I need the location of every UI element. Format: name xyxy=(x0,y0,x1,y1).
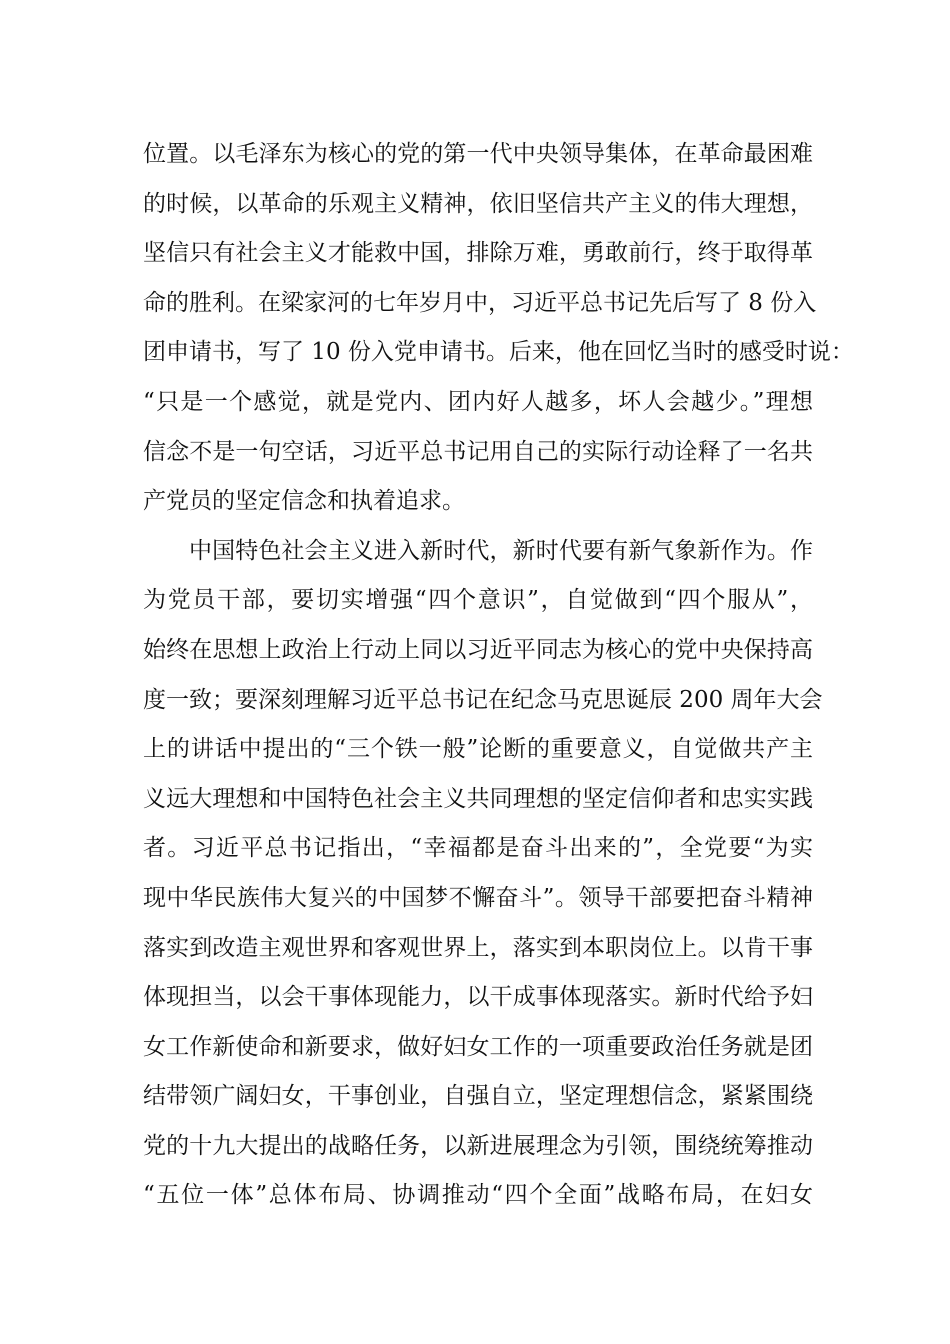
text-line: 团申请书，写了 10 份入党申请书。后来，他在回忆当时的感受时说： xyxy=(143,339,854,366)
text-line: “五位一体”总体布局、协调推动“四个全面”战略布局，在妇女 xyxy=(143,1182,813,1209)
text-line: 始终在思想上政治上行动上同以习近平同志为核心的党中央保持高 xyxy=(143,636,813,663)
text-line: 结带领广阔妇女，干事创业，自强自立，坚定理想信念，紧紧围绕 xyxy=(143,1083,813,1110)
text-line: 体现担当，以会干事体现能力，以干成事体现落实。新时代给予妇 xyxy=(143,984,813,1011)
text-line: “只是一个感觉，就是党内、团内好人越多，坏人会越少。”理想 xyxy=(143,388,813,415)
text-line: 现中华民族伟大复兴的中国梦不懈奋斗”。领导干部要把奋斗精神 xyxy=(143,884,813,911)
text-line: 女工作新使命和新要求，做好妇女工作的一项重要政治任务就是团 xyxy=(143,1033,813,1060)
text-line: 义远大理想和中国特色社会主义共同理想的坚定信仰者和忠实实践 xyxy=(143,785,813,812)
text-line: 位置。以毛泽东为核心的党的第一代中央领导集体，在革命最困难 xyxy=(143,141,813,167)
text-line: 者。习近平总书记指出，“幸福都是奋斗出来的”，全党要“为实 xyxy=(143,835,813,862)
text-line: 信念不是一句空话，习近平总书记用自己的实际行动诠释了一名共 xyxy=(143,438,813,465)
text-line: 中国特色社会主义进入新时代，新时代要有新气象新作为。作 xyxy=(189,537,813,564)
text-line: 产党员的坚定信念和执着追求。 xyxy=(143,488,465,515)
text-line: 度一致；要深刻理解习近平总书记在纪念马克思诞辰 200 周年大会 xyxy=(143,686,823,713)
text-line: 党的十九大提出的战略任务，以新进展理念为引领，围绕统筹推动 xyxy=(143,1132,813,1159)
text-line: 命的胜利。在梁家河的七年岁月中，习近平总书记先后写了 8 份入 xyxy=(143,289,817,316)
text-line: 坚信只有社会主义才能救中国，排除万难，勇敢前行，终于取得革 xyxy=(143,240,813,267)
text-line: 为党员干部，要切实增强“四个意识”，自觉做到“四个服从”， xyxy=(143,587,813,614)
body-text xyxy=(143,130,854,1221)
text-line: 的时候，以革命的乐观主义精神，依旧坚信共产主义的伟大理想， xyxy=(143,190,813,217)
paragraph xyxy=(143,130,854,527)
text-line: 上的讲话中提出的“三个铁一般”论断的重要意义，自觉做共产主 xyxy=(143,736,813,763)
text-line: 落实到改造主观世界和客观世界上，落实到本职岗位上。以肯干事 xyxy=(143,934,813,961)
paragraph xyxy=(143,527,823,1221)
